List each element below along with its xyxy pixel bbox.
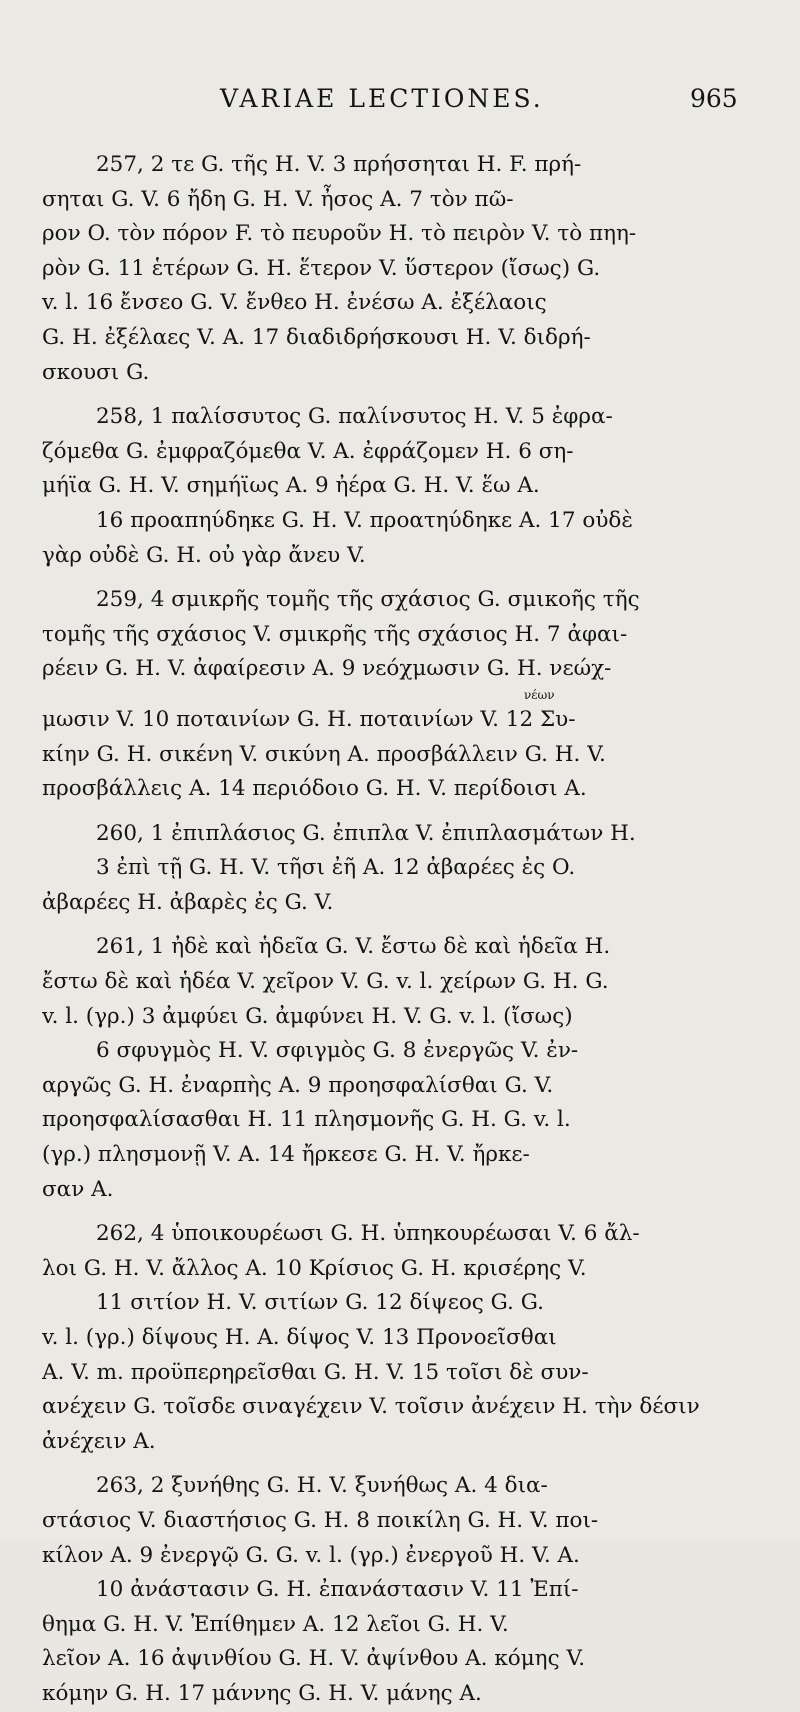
text-line: γὰρ οὐδὲ G. H. οὐ γὰρ ἄνευ V. — [42, 542, 366, 568]
text-line: στάσιος V. διαστήσιος G. H. 8 ποικίλη G. H. V. ποι- — [42, 1507, 599, 1533]
critical-note-entry — [42, 1217, 768, 1459]
text-line: ζόμεθα G. ἐμφραζόμεθα V. A. ἐφράζομεν H. 6 ση- — [42, 438, 574, 464]
text-line: σκουσι G. — [42, 359, 150, 385]
text-line: G. H. ἐξέλαες V. A. 17 διαδιδρήσκουσι H. V. διδρή- — [42, 324, 591, 350]
text-line: 263, 2 ξυνήθης G. H. V. ξυνήθως A. 4 δια- — [96, 1473, 548, 1499]
text-line: 10 ἀνάστασιν G. H. ἐπανάστασιν V. 11 Ἐπί- — [96, 1577, 579, 1603]
text-line: προησφαλίσασθαι H. 11 πλησμονῆς G. H. G. v. l. — [42, 1107, 571, 1133]
critical-note-entry — [42, 1469, 768, 1711]
text-line: 257, 2 τε G. τῆς H. V. 3 πρήσσηται H. F. πρή- — [96, 152, 582, 177]
text-line: 262, 4 ὑποικουρέωσι G. H. ὑπηκουρέωσαι V. 6 ἄλ- — [96, 1221, 640, 1247]
text-line: κόμην G. H. 17 μάννης G. H. V. μάνης A. — [42, 1680, 482, 1706]
text-line: 259, 4 σμικρῆς τομῆς τῆς σχάσιος G. σμικοῆς τῆς — [96, 587, 640, 613]
text-line: v. l. 16 ἔνσεο G. V. ἔνθεο H. ἐνέσω A. ἐξέλαοις — [42, 290, 547, 316]
text-line: προσβάλλεις A. 14 περιόδοιο G. H. V. περίδοισι A. — [42, 776, 587, 802]
running-header — [0, 84, 800, 124]
text-line: λεῖον A. 16 ἀψινθίου G. H. V. ἀψίνθου A. κόμης V. — [42, 1646, 586, 1672]
text-line: μωσιν V. 10 ποταινίων G. H. ποταινίων V. 12 Συ- — [42, 706, 576, 732]
text-line: 16 προαπηύδηκε G. H. V. προατηύδηκε A. 17 οὐδὲ — [96, 507, 633, 533]
critical-note-entry — [42, 148, 768, 390]
text-line: A. V. m. προϋπερηρεῖσθαι G. H. V. 15 τοῖσι δὲ συν- — [42, 1359, 589, 1385]
text-line: σαν A. — [42, 1176, 114, 1202]
critical-note-entry — [42, 930, 768, 1207]
critical-note-entry — [42, 817, 768, 921]
text-line: 260, 1 ἐπιπλάσιος G. ἐπιπλα V. ἐπιπλασμάτων H. — [96, 820, 636, 846]
text-line: 3 ἐπὶ τῇ G. H. V. τῆσι ἐῆ A. 12 ἀβαρέες ἐς O. — [96, 855, 576, 881]
text-line: μήϊα G. H. V. σημήϊως A. 9 ἠέρα G. H. V. ἕω A. — [42, 473, 540, 499]
text-line: 6 σφυγμὸς H. V. σφιγμὸς G. 8 ἐνεργῶς V. ἐν- — [96, 1038, 579, 1064]
text-line: τομῆς τῆς σχάσιος V. σμικρῆς τῆς σχάσιος H. 7 ἀφαι- — [42, 621, 628, 647]
text-line: ρὸν G. 11 ἑτέρων G. H. ἕτερον V. ὕστερον (ἴσως) G. — [42, 255, 601, 281]
text-line: 258, 1 παλίσσυτος G. παλίνσυτος H. V. 5 ἐφρα- — [96, 404, 613, 430]
critical-note-entry — [42, 400, 768, 573]
text-line: v. l. (γρ.) δίψους H. A. δίψος V. 13 Προνοεῖσθαι — [42, 1325, 557, 1350]
critical-note-entry — [42, 583, 768, 807]
text-line: ανέχειν G. τοῖσδε σιναγέχειν V. τοῖσιν ἀνέχειν H. τὴν δέσιν — [42, 1394, 700, 1420]
text-line: 261, 1 ἠδὲ καὶ ἡδεῖα G. V. ἔστω δὲ καὶ ἡδεῖα H. — [96, 934, 611, 960]
text-line: σηται G. V. 6 ἤδη G. H. V. ἦσος A. 7 τὸν πῶ- — [42, 186, 514, 212]
page-body — [42, 148, 768, 1712]
interlinear-gloss: νέων — [524, 687, 555, 702]
running-title: VARIAE LECTIONES. — [220, 84, 544, 113]
text-line: ρον O. τὸν πόρον F. τὸ πευροῦν H. τὸ πειρὸν V. τὸ πηη- — [42, 221, 637, 247]
text-line: λοι G. H. V. ἄλλος A. 10 Κρίσιος G. H. κρισέρης V. — [42, 1255, 587, 1281]
text-line: ρέειν G. H. V. ἀφαίρεσιν A. 9 νεόχμωσιν G. H. νεώχ- — [42, 656, 612, 682]
text-line: v. l. (γρ.) 3 ἀμφύει G. ἀμφύνει H. V. G. v. l. (ἴσως) — [42, 1003, 573, 1029]
text-line: ἀβαρέες H. ἀβαρὲς ἐς G. V. — [42, 889, 334, 915]
text-line: κίλον A. 9 ἐνεργῷ G. G. v. l. (γρ.) ἐνεργοῦ H. V. A. — [42, 1542, 580, 1568]
text-line: κίην G. H. σικένη V. σικύνη A. προσβάλλειν G. H. V. — [42, 741, 606, 767]
text-line: 11 σιτίον H. V. σιτίων G. 12 δίψεος G. G. — [96, 1290, 544, 1316]
text-line: (γρ.) πλησμονῇ V. A. 14 ἤρκεσε G. H. V. ἤρκε- — [42, 1142, 530, 1168]
text-line: ἀνέχειν A. — [42, 1428, 156, 1454]
text-line: αργῶς G. H. ἐναρπὴς A. 9 προησφαλίσθαι G. V. — [42, 1072, 554, 1098]
page-number: 965 — [690, 84, 738, 113]
text-line: ἔστω δὲ καὶ ἡδέα V. χεῖρον V. G. v. l. χείρων G. H. G. — [42, 969, 609, 995]
text-line: θημα G. H. V. Ἐπίθημεν A. 12 λεῖοι G. H. V. — [42, 1611, 509, 1637]
